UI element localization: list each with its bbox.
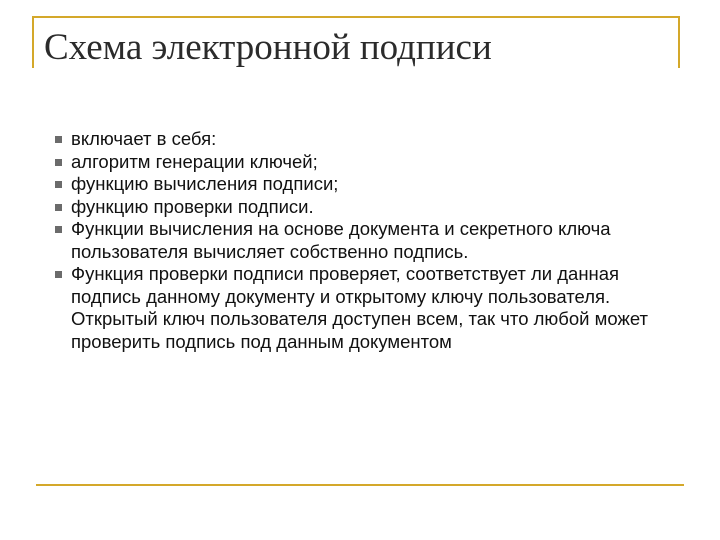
bullet-item — [56, 128, 676, 151]
bullet-item — [56, 196, 676, 219]
square-bullet-icon — [55, 159, 62, 166]
square-bullet-icon — [55, 204, 62, 211]
bullet-list — [56, 128, 676, 353]
title-right-rule — [678, 16, 680, 68]
bottom-rule — [36, 484, 684, 486]
bullet-item — [56, 151, 676, 174]
bullet-text: алгоритм генерации ключей; — [71, 150, 318, 172]
bullet-text: Функция проверки подписи проверяет, соответствует ли данная подпись данному документу и открытому ключу пользователя. Открытый ключ пользователя доступен всем, так что любой может проверить подпись под данным документом — [71, 263, 648, 352]
bullet-text: Функции вычисления на основе документа и секретного ключа пользователя вычисляет собственно подпись. — [71, 218, 611, 262]
square-bullet-icon — [55, 136, 62, 143]
square-bullet-icon — [55, 271, 62, 278]
slide-title: Схема электронной подписи — [44, 27, 492, 68]
bullet-item — [56, 263, 676, 353]
bullet-text: включает в себя: — [71, 128, 217, 149]
bullet-item — [56, 173, 676, 196]
bullet-text: функцию проверки подписи. — [71, 195, 314, 217]
square-bullet-icon — [55, 181, 62, 188]
bullet-text: функцию вычисления подписи; — [71, 173, 339, 194]
bullet-item — [56, 218, 676, 263]
square-bullet-icon — [55, 226, 62, 233]
